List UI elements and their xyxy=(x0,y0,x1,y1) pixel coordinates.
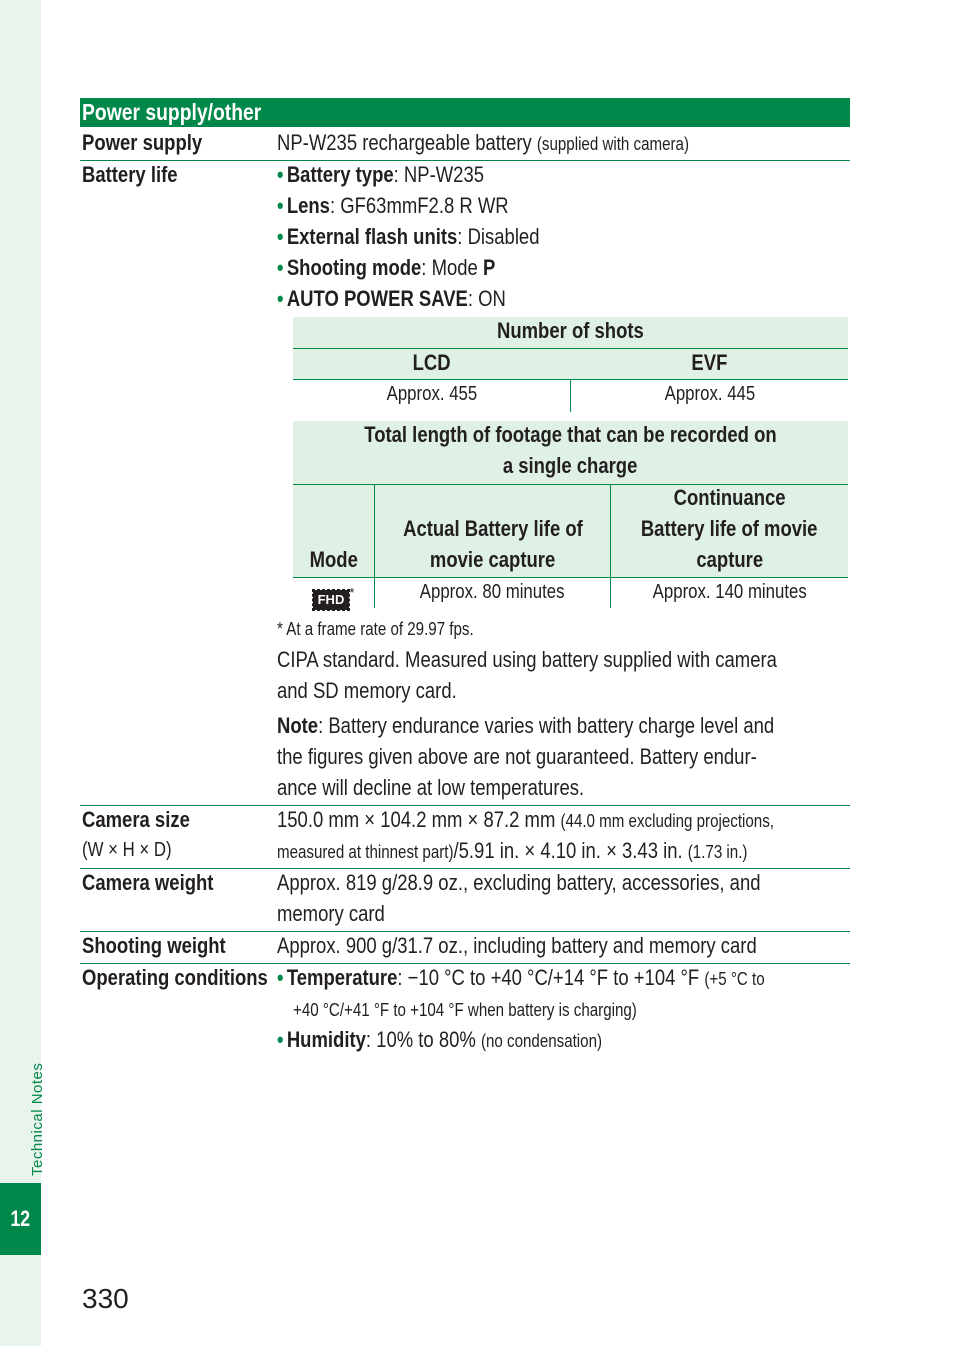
temperature-line2: +40 °C/+41 °F to +104 °F when battery is charging) xyxy=(293,1000,637,1020)
camera-size-sublabel: (W × H × D) xyxy=(82,839,172,861)
cipa-line1: CIPA standard. Measured using battery supplied with camera xyxy=(277,647,777,672)
condition-auto-power-save: • AUTO POWER SAVE: ON xyxy=(277,286,506,311)
power-supply-value: NP-W235 rechargeable battery (supplied with camera) xyxy=(277,130,689,155)
condition-flash: • External flash units: Disabled xyxy=(277,224,540,249)
shots-col-evf: EVF xyxy=(691,350,728,375)
asterisk: * xyxy=(349,585,355,600)
footage-mode-cell xyxy=(293,577,374,613)
shots-lcd-value: Approx. 455 xyxy=(386,383,477,405)
camera-weight-line1: Approx. 819 g/28.9 oz., excluding battery, accessories, and xyxy=(277,870,761,895)
footage-col-cont-line3: capture xyxy=(696,547,763,572)
footage-title-line2: a single charge xyxy=(503,453,638,478)
footage-col-actual-line1: Actual Battery life of xyxy=(402,516,583,541)
shooting-weight-value: Approx. 900 g/31.7 oz., including battery and memory card xyxy=(277,933,757,958)
humidity-line: • Humidity: 10% to 80% (no condensation) xyxy=(277,1027,603,1052)
camera-size-line2: measured at thinnest part)/5.91 in. × 4.10 in. × 3.43 in. (1.73 in.) xyxy=(277,838,748,863)
section-header xyxy=(80,98,850,127)
footage-col-cont-line1: Continuance xyxy=(673,485,786,510)
footage-actual-value: Approx. 80 minutes xyxy=(420,581,565,603)
footage-col-cont-line2: Battery life of movie xyxy=(641,516,818,541)
operating-conditions-label: Operating conditions xyxy=(82,965,268,990)
power-supply-label: Power supply xyxy=(82,130,203,155)
page-number: 330 xyxy=(82,1283,129,1314)
note-line3: ance will decline at low temperatures. xyxy=(277,775,585,800)
camera-size-line1: 150.0 mm × 104.2 mm × 87.2 mm (44.0 mm excluding projections, xyxy=(277,807,774,832)
camera-weight-label: Camera weight xyxy=(82,870,214,895)
shots-col-lcd: LCD xyxy=(412,350,451,375)
shots-evf-value: Approx. 445 xyxy=(664,383,755,405)
camera-size-label: Camera size xyxy=(82,807,190,832)
note-line1: Note: Battery endurance varies with battery charge level and xyxy=(277,713,775,738)
shots-table-title: Number of shots xyxy=(497,318,644,343)
section-label: Technical Notes xyxy=(29,1062,46,1176)
shooting-weight-label: Shooting weight xyxy=(82,933,226,958)
chapter-tab[interactable] xyxy=(0,1183,41,1255)
condition-shooting-mode: • Shooting mode: Mode P xyxy=(277,255,496,280)
temperature-line1: • Temperature: −10 °C to +40 °C/+14 °F to +104 °F (+5 °C to xyxy=(277,965,765,990)
section-header-text: Power supply/other xyxy=(82,99,262,125)
condition-battery-type: • Battery type: NP-W235 xyxy=(277,162,485,187)
footage-col-actual-line2: movie capture xyxy=(429,547,556,572)
footage-col-mode: Mode xyxy=(309,547,358,572)
chapter-number: 12 xyxy=(10,1206,31,1231)
camera-weight-line2: memory card xyxy=(277,901,385,926)
footage-title-line1: Total length of footage that can be recorded on xyxy=(364,422,777,447)
fhd-icon: FHD xyxy=(313,590,350,610)
cipa-line2: and SD memory card. xyxy=(277,678,457,703)
footnote: * At a frame rate of 29.97 fps. xyxy=(277,619,474,639)
battery-life-label: Battery life xyxy=(82,162,178,187)
note-line2: the figures given above are not guaranteed. Battery endur- xyxy=(277,744,757,769)
footage-cont-value: Approx. 140 minutes xyxy=(652,581,807,603)
condition-lens: • Lens: GF63mmF2.8 R WR xyxy=(277,193,509,218)
